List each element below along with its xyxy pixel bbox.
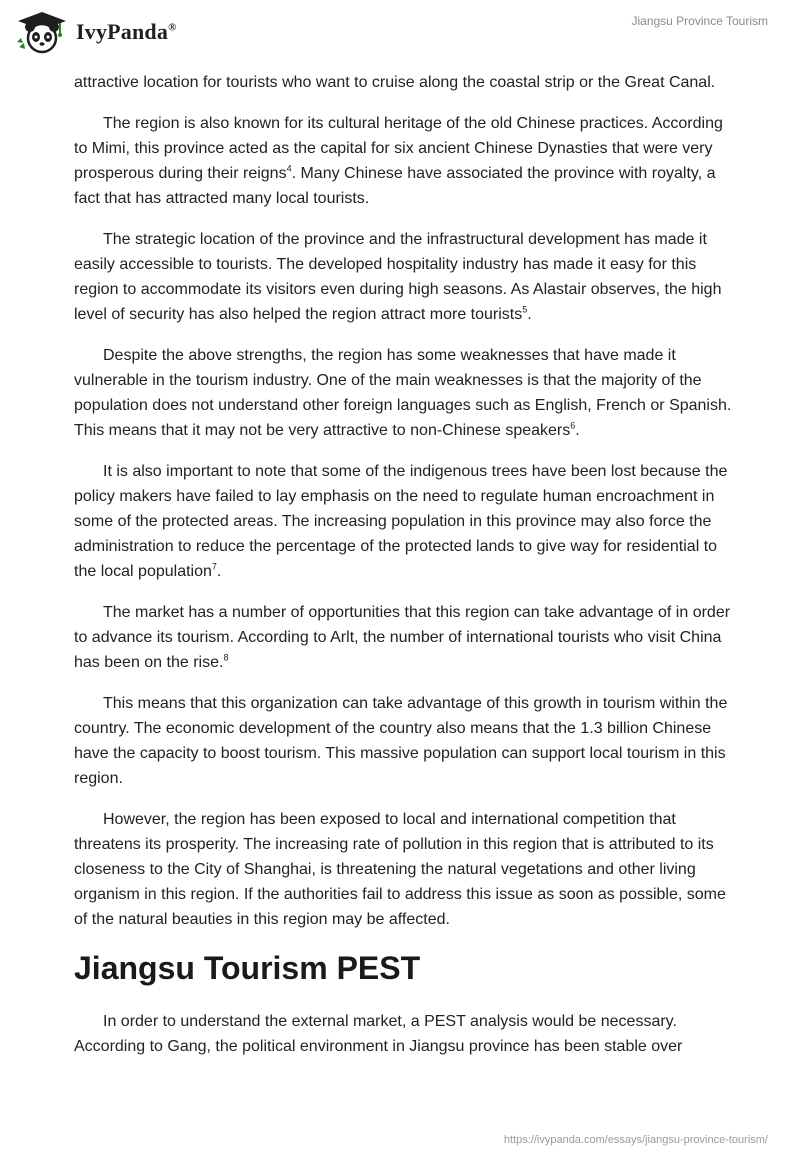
paragraph: Despite the above strengths, the region has some weaknesses that have made it vulnerable in the tourism industry. One of the main weaknesses is that the majority of the population does not understand other foreign languages such as English, French or Spanish. This means that it may not be very attractive to non-Chinese speakers$^6$. (74, 347, 732, 439)
source-url[interactable]: https://ivypanda.com/essays/jiangsu-province-tourism/ (503, 1134, 768, 1146)
paragraph: attractive location for tourists who want to cruise along the coastal strip or the Great Canal. (74, 74, 716, 91)
brand-logo[interactable] (14, 10, 177, 54)
footnote-ref[interactable]: 7 (211, 561, 217, 572)
section-heading: Jiangsu Tourism PEST (74, 950, 421, 986)
document-title: Jiangsu Province Tourism (631, 14, 768, 28)
paragraph: The region is also known for its cultural heritage of the old Chinese practices. According to Mimi, this province acted as the capital for six ancient Chinese Dynasties that were very prosperous during their reigns$^4$. Many Chinese have associated the province with royalty, a fact that has attracted many local tourists. (74, 115, 723, 207)
paragraph: The market has a number of opportunities that this region can take advantage of in order to advance its tourism. According to Arlt, the number of international tourists who visit China has been on the rise.$^8$ (74, 604, 731, 671)
footnote-ref[interactable]: 5 (522, 304, 528, 315)
paragraph: In order to understand the external market, a PEST analysis would be necessary. According to Gang, the political environment in Jiangsu province has been stable over (74, 1013, 683, 1055)
footnote-ref[interactable]: 8 (223, 652, 229, 663)
paragraph: This means that this organization can take advantage of this growth in tourism within the country. The economic development of the country also means that the 1.3 billion Chinese have the capacity to boost tourism. This massive population can support local tourism in this region. (74, 695, 728, 787)
footnote-ref[interactable]: 4 (286, 163, 292, 174)
paragraph: However, the region has been exposed to local and international competition that threatens its prosperity. The increasing rate of pollution in this region that is attributed to its closeness to the City of Shanghai, is threatening the natural vegetations and other living organism in this region. If the authorities fail to address this issue as soon as possible, some of the natural beauties in this region may be affected. (74, 811, 726, 928)
paragraph: The strategic location of the province and the infrastructural development has made it easily accessible to tourists. The developed hospitality industry has made it easy for this region to accommodate its visitors even during high seasons. As Alastair observes, the high level of security has also helped the region attract more tourists$^5$. (74, 231, 722, 323)
paragraph: It is also important to note that some of the indigenous trees have been lost because the policy makers have failed to lay emphasis on the need to regulate human encroachment in some of the protected areas. The increasing population in this province may also force the administration to reduce the percentage of the protected lands to give way for residential to the local population$^7$. (74, 463, 728, 580)
document-body (74, 70, 734, 1075)
footnote-ref[interactable]: 6 (570, 420, 576, 431)
panda-logo-icon (14, 10, 70, 54)
brand-name: IvyPanda® (76, 19, 177, 44)
